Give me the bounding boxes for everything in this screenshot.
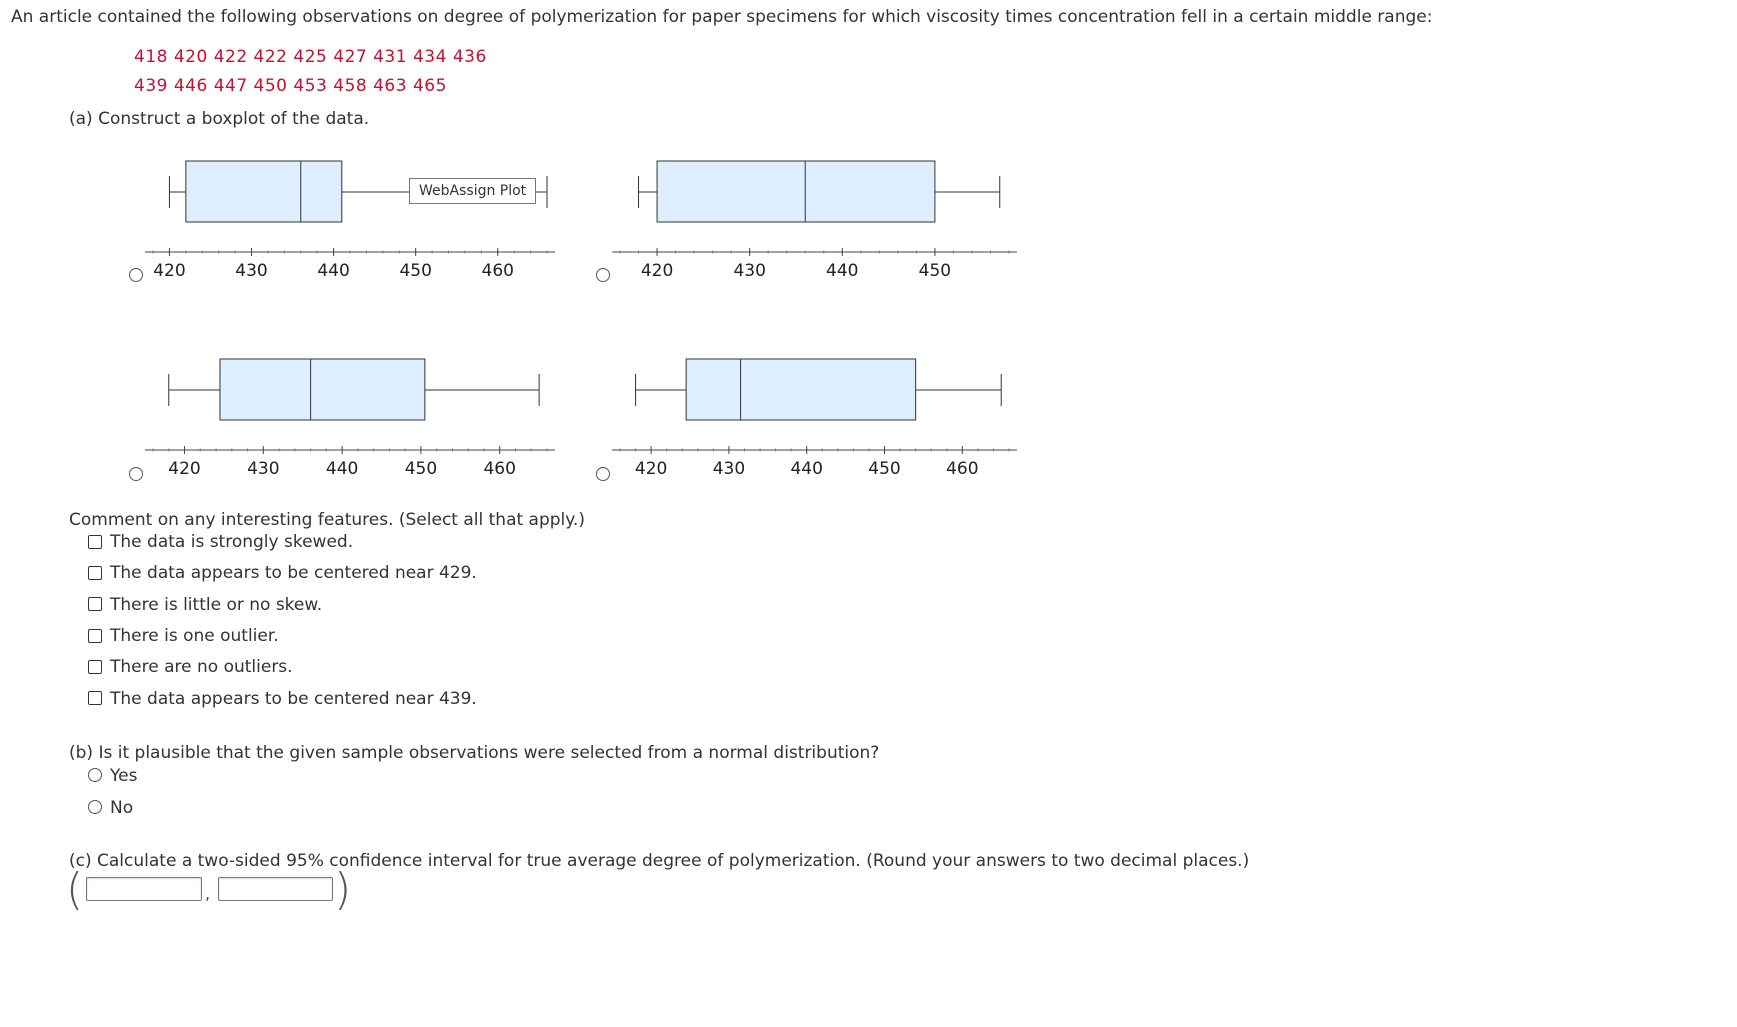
boxplot-2-radio[interactable] xyxy=(596,268,610,282)
ci-lower-input[interactable] xyxy=(86,877,202,901)
comment-checkbox-3[interactable] xyxy=(88,597,102,611)
tick-label: 430 xyxy=(247,459,280,479)
tick-label: 420 xyxy=(640,261,674,281)
comment-prompt: Comment on any interesting features. (Select all that apply.) xyxy=(69,510,585,530)
tick-label: 440 xyxy=(826,261,859,281)
part-c-prompt: (c) Calculate a two-sided 95% confidence interval for true average degree of polymerization. (Round your answers to two decimal places.) xyxy=(69,851,1250,871)
ci-separator: , xyxy=(205,884,211,903)
boxplot-1-radio[interactable] xyxy=(129,268,143,282)
boxplot-2 xyxy=(612,150,1017,290)
box-iqr xyxy=(220,359,425,420)
tick-label: 460 xyxy=(481,261,514,281)
tick-label: 420 xyxy=(634,459,668,479)
part-b-no-label: No xyxy=(110,798,134,818)
part-b-yes-radio[interactable] xyxy=(88,768,102,782)
box-iqr xyxy=(186,161,342,222)
part-b-yes-label: Yes xyxy=(110,766,138,786)
tick-label: 420 xyxy=(153,261,186,281)
comment-option-6: The data appears to be centered near 439. xyxy=(110,689,477,709)
tick-label: 460 xyxy=(483,459,516,479)
part-b-prompt: (b) Is it plausible that the given sample observations were selected from a normal distribution? xyxy=(69,743,880,763)
comment-option-4: There is one outlier. xyxy=(110,626,279,646)
ci-close-paren: ) xyxy=(334,864,352,915)
question-intro: An article contained the following observations on degree of polymerization for paper specimens for which viscosity times concentration fell in a certain middle range: xyxy=(11,7,1433,27)
comment-option-5: There are no outliers. xyxy=(110,657,293,677)
comment-checkbox-2[interactable] xyxy=(88,566,102,580)
ci-upper-input[interactable] xyxy=(218,877,333,901)
comment-checkbox-1[interactable] xyxy=(88,535,102,549)
part-b-no-radio[interactable] xyxy=(88,800,102,814)
boxplot-3 xyxy=(145,348,555,488)
tick-label: 450 xyxy=(918,261,952,281)
ci-open-paren: ( xyxy=(66,864,84,915)
tick-label: 430 xyxy=(235,261,268,281)
tick-label: 440 xyxy=(790,459,823,479)
webassign-plot-tooltip: WebAssign Plot xyxy=(409,178,536,204)
data-row-1: 418 420 422 422 425 427 431 434 436 xyxy=(134,47,487,67)
data-row-2: 439 446 447 450 453 458 463 465 xyxy=(134,76,447,96)
boxplot-4-radio[interactable] xyxy=(596,467,610,481)
tick-label: 430 xyxy=(733,261,766,281)
tick-label: 440 xyxy=(317,261,350,281)
box-iqr xyxy=(686,359,916,420)
tick-label: 440 xyxy=(325,459,359,479)
boxplot-3-radio[interactable] xyxy=(129,467,143,481)
tick-label: 420 xyxy=(168,459,201,479)
boxplot-1 xyxy=(145,150,555,290)
comment-checkbox-6[interactable] xyxy=(88,691,102,705)
comment-checkbox-4[interactable] xyxy=(88,629,102,643)
comment-option-2: The data appears to be centered near 429. xyxy=(110,563,477,583)
part-a-prompt: (a) Construct a boxplot of the data. xyxy=(69,109,370,129)
tick-label: 430 xyxy=(712,459,746,479)
tick-label: 450 xyxy=(404,459,438,479)
comment-option-1: The data is strongly skewed. xyxy=(110,532,354,552)
comment-checkbox-5[interactable] xyxy=(88,660,102,674)
comment-option-3: There is little or no skew. xyxy=(110,595,323,615)
tick-label: 460 xyxy=(946,459,979,479)
tick-label: 450 xyxy=(868,459,901,479)
tick-label: 450 xyxy=(399,261,432,281)
boxplot-4 xyxy=(612,348,1017,488)
box-iqr xyxy=(657,161,935,222)
